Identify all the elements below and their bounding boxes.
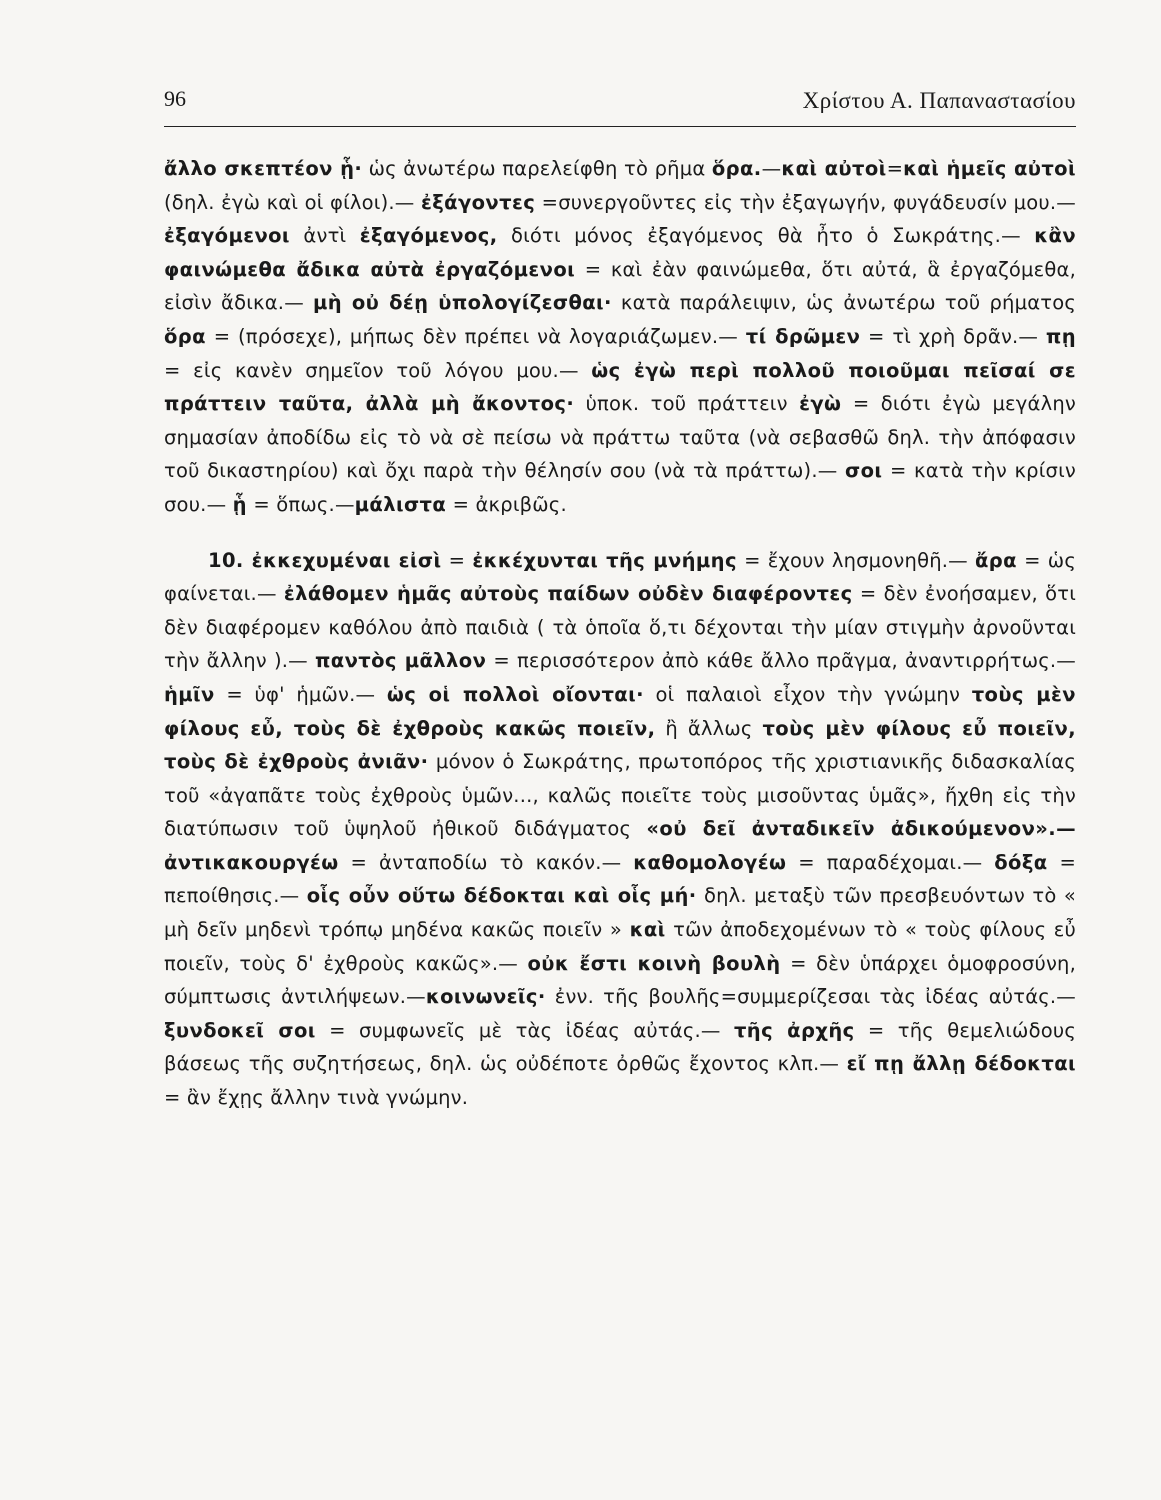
lemma-term: ὡς οἱ πολλοὶ οἴονται· (386, 682, 644, 706)
gloss-text: — (761, 157, 782, 180)
lemma-term: ἐξαγόμενοι (164, 224, 290, 248)
lemma-term: ἡμῖν (164, 682, 215, 706)
lemma-term: εἴ πῃ ἄλλῃ δέδοκται (846, 1052, 1077, 1076)
gloss-text: = δὲν ἐνοήσαμεν, ὅτι δὲν διαφέρομεν καθόλου ἀπὸ παιδιὰ ( τὰ ὁποῖα ὅ,τι δέχονται τὴν μίαν στιγμὴν ἀρνοῦνται τὴν ἄλλην ).— (164, 582, 1076, 673)
lemma-term: ὅρα. (711, 157, 762, 180)
gloss-text: = παραδέχομαι.— (786, 850, 995, 874)
lemma-term: ἐξάγοντες (420, 190, 536, 214)
lemma-term: σοι (845, 459, 883, 483)
lemma-term: μάλιστα (354, 492, 447, 516)
gloss-text: = ἀκριβῶς. (446, 492, 567, 516)
lemma-term: ὡς ἐγὼ περὶ πολλοῦ ποιοῦμαι πεῖσαί σε πράττειν ταῦτα, ἀλλὰ μὴ ἄκοντος· (164, 358, 1076, 416)
gloss-text: = τῆς θεμελιώδους βάσεως τῆς συζητήσεως, δηλ. ὡς οὐδέποτε ὀρθῶς ἔχοντος κλπ.— (164, 1018, 1076, 1076)
gloss-text: = συμφωνεῖς μὲ τὰς ἰδέας αὐτάς.— (315, 1018, 734, 1042)
lemma-term: κἂν φαινώμεθα ἄδικα αὐτὰ ἐργαζόμενοι (164, 224, 1077, 281)
paragraph-1 (164, 152, 1076, 522)
lemma-term: ἐκκέχυνται τῆς μνήμης (472, 548, 737, 572)
gloss-text: = (441, 548, 473, 572)
lemma-term: καὶ (629, 918, 666, 942)
gloss-text: = (886, 157, 904, 180)
lemma-term: καὶ ἡμεῖς αὐτοὶ (903, 157, 1076, 180)
lemma-term: ὅρα (164, 324, 206, 348)
page-body (164, 152, 1076, 1115)
gloss-text: = ὑφ' ἡμῶν.— (214, 682, 387, 706)
gloss-text: κατὰ παράλειψιν, ὡς ἀνωτέρω τοῦ ρήματος (611, 291, 1076, 315)
gloss-text: = καὶ ἐὰν φαινώμεθα, ὅτι αὐτά, ἃ ἐργαζόμεθα, εἰσὶν ἄδικα.— (164, 257, 1076, 315)
gloss-text: ὡς ἀνωτέρω παρελείφθη τὸ ρῆμα (362, 157, 712, 180)
lemma-term: οὐκ ἔστι κοινὴ βουλὴ (527, 951, 781, 975)
gloss-text: = ὅπως.— (246, 492, 355, 516)
lemma-term: τοὺς μὲν φίλους εὖ, τοὺς δὲ ἐχθροὺς κακῶς ποιεῖν, (164, 682, 1076, 740)
gloss-text: = ὡς φαίνεται.— (164, 548, 1076, 606)
gloss-text: = τὶ χρὴ δρᾶν.— (860, 324, 1046, 348)
page-header (164, 86, 1076, 127)
lemma-term: τῆς ἀρχῆς (733, 1018, 855, 1042)
lemma-term: ᾗ (232, 492, 247, 516)
lemma-term: πῃ (1045, 324, 1076, 348)
gloss-text: ἢ ἄλλως (655, 716, 763, 740)
running-head: Χρίστου Α. Παπαναστασίου (802, 88, 1076, 113)
gloss-text: μόνον ὁ Σωκράτης, πρωτοπόρος τῆς χριστιανικῆς διδασκαλίας τοῦ «ἀγαπᾶτε τοὺς ἐχθροὺς ὑμῶν..., καλῶς ποιεῖτε τοὺς μισοῦντας ὑμᾶς», ἤχθη εἰς τὴν διατύπωσιν τοῦ ὑψηλοῦ ἠθικοῦ διδάγματος (164, 750, 1076, 841)
gloss-text: δηλ. μεταξὺ τῶν πρεσβευόντων τὸ « μὴ δεῖν μηδενὶ τρόπῳ μηδένα κακῶς ποιεῖν » (164, 884, 1076, 942)
lemma-term: δόξα (994, 850, 1048, 874)
gloss-text: = πεποίθησις.— (164, 850, 1077, 908)
page-number: 96 (164, 86, 186, 111)
gloss-text: = (πρόσεχε), μήπως δὲν πρέπει νὰ λογαριάζωμεν.— (205, 324, 746, 348)
lemma-term: 10. ἐκκεχυμέναι εἰσὶ (208, 548, 442, 572)
lemma-term: παντὸς μᾶλλον (314, 649, 487, 673)
lemma-term: μὴ οὐ δέῃ ὑπολογίζεσθαι· (312, 291, 612, 315)
gloss-text: ἀντὶ (289, 224, 360, 248)
lemma-term: οἷς οὖν οὕτω δέδοκται καὶ οἷς μή· (306, 884, 697, 908)
lemma-term: καὶ αὐτοὶ (781, 157, 887, 180)
lemma-term: καθομολογέω (633, 850, 787, 874)
gloss-text: = ἂν ἔχῃς ἄλλην τινὰ γνώμην. (164, 1086, 469, 1110)
gloss-text: = δὲν ὑπάρχει ὁμοφροσύνη, σύμπτωσις ἀντιλήψεων.— (164, 951, 1076, 1009)
gloss-text: = κατὰ τὴν κρίσιν σου.— (164, 459, 1077, 516)
lemma-term: ἄλλο σκεπτέον ᾗ· (164, 157, 363, 180)
lemma-term: τοὺς μὲν φίλους εὖ ποιεῖν, τοὺς δὲ ἐχθροὺς ἀνιᾶν· (164, 716, 1077, 774)
gloss-text: = διότι ἐγὼ μεγάλην σημασίαν ἀποδίδω εἰς τὸ νὰ σὲ πείσω νὰ πράττω ταῦτα (νὰ σεβασθῶ δηλ. τὴν ἀπόφασιν τοῦ δικαστηρίου) καὶ ὄχι παρὰ τὴν θέλησίν σου (νὰ τὰ πράττω).— (164, 392, 1076, 483)
lemma-term: «οὐ δεῖ ἀνταδικεῖν ἀδικούμενον».— ἀντικακουργέω (164, 817, 1076, 874)
lemma-term: ἐλάθομεν ἡμᾶς αὐτοὺς παίδων οὐδὲν διαφέροντες (283, 582, 853, 606)
gloss-text: = εἰς κανὲν σημεῖον τοῦ λόγου μου.— (164, 358, 592, 382)
lemma-term: ἐγὼ (799, 392, 842, 416)
gloss-text: = ἔχουν λησμονηθῆ.— (736, 548, 976, 572)
paragraph-2 (164, 544, 1076, 1115)
gloss-text: = ἀνταποδίω τὸ κακόν.— (338, 850, 634, 874)
gloss-text: (δηλ. ἐγὼ καὶ οἱ φίλοι).— (164, 190, 421, 214)
lemma-term: ἄρα (975, 548, 1017, 572)
lemma-term: τί δρῶμεν (745, 324, 861, 348)
gloss-text: ἐνν. τῆς βουλῆς=συμμερίζεσαι τὰς ἰδέας αὐτάς.— (545, 985, 1076, 1009)
lemma-term: κοινωνεῖς· (425, 985, 546, 1009)
gloss-text: διότι μόνος ἐξαγόμενος θὰ ἦτο ὁ Σωκράτης.— (497, 224, 1035, 248)
gloss-text: =συνεργοῦντες εἰς τὴν ἐξαγωγήν, φυγάδευσίν μου.— (535, 190, 1076, 214)
gloss-text: = περισσότερον ἀπὸ κάθε ἄλλο πρᾶγμα, ἀναντιρρήτως.— (486, 649, 1076, 673)
gloss-text: τῶν ἀποδεχομένων τὸ « τοὺς φίλους εὖ ποιεῖν, τοὺς δ' ἐχθροὺς κακῶς».— (164, 918, 1076, 975)
lemma-term: ἐξαγόμενος, (359, 224, 498, 248)
gloss-text: οἱ παλαιοὶ εἶχον τὴν γνώμην (643, 682, 972, 706)
lemma-term: ξυνδοκεῖ σοι (164, 1018, 316, 1042)
gloss-text: ὑποκ. τοῦ πράττειν (574, 392, 800, 416)
